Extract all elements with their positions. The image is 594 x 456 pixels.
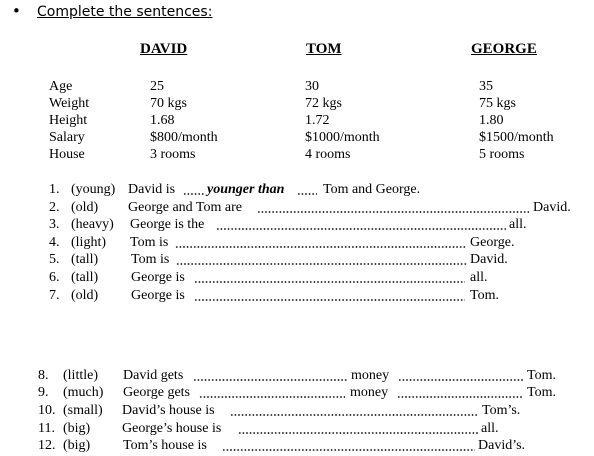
david-age: 25 — [150, 79, 164, 94]
sentence-end: David’s. — [478, 438, 526, 453]
george-column — [479, 78, 554, 163]
sentence-mid: money — [351, 368, 390, 383]
header-tom: TOM — [306, 41, 342, 57]
george-age: 35 — [479, 79, 493, 94]
sentence-hint: (light) — [71, 235, 106, 250]
sentence-hint: (little) — [63, 368, 98, 383]
david-height: 1.68 — [150, 113, 175, 128]
sentence-hint: (old) — [71, 200, 99, 215]
sentence-text: David’s house is — [122, 403, 215, 418]
sentence-number: 3. — [49, 217, 60, 232]
sentence-hint: (young) — [71, 182, 116, 197]
sentence-text: Tom is — [131, 252, 170, 267]
example-answer: younger than — [207, 182, 285, 197]
sentence-number: 7. — [49, 288, 60, 303]
sentence-number: 4. — [49, 235, 60, 250]
sentence-end: David. — [470, 252, 508, 267]
george-house: 5 rooms — [479, 147, 525, 162]
sentence-hint: (much) — [63, 385, 104, 400]
sentence-end: George. — [470, 235, 515, 250]
sentence-end: all. — [470, 270, 488, 285]
david-weight: 70 kgs — [150, 96, 187, 111]
tom-salary: $1000/month — [305, 130, 380, 145]
sentence-hint: (tall) — [71, 270, 99, 285]
answer-blank[interactable] — [193, 379, 347, 381]
sentence-hint: (small) — [63, 403, 103, 418]
sentence-number: 5. — [49, 252, 60, 267]
sentence-text: George is — [131, 288, 185, 303]
sentence-number: 12. — [38, 438, 56, 453]
header-george: GEORGE — [471, 41, 537, 57]
answer-blank[interactable] — [194, 281, 465, 283]
tom-weight: 72 kgs — [305, 96, 342, 111]
answer-blank[interactable] — [216, 228, 506, 230]
answer-blank[interactable] — [222, 449, 475, 451]
tom-height: 1.72 — [305, 113, 330, 128]
attribute-salary: Salary — [49, 130, 85, 145]
tom-column — [305, 78, 380, 163]
answer-blank[interactable] — [257, 211, 530, 213]
answer-blank[interactable] — [230, 414, 478, 416]
sentence-hint: (tall) — [71, 252, 99, 267]
david-column — [150, 78, 218, 163]
sentence-text: George’s house is — [122, 421, 222, 436]
george-weight: 75 kgs — [479, 96, 516, 111]
attribute-height: Height — [49, 113, 88, 128]
sentence-end: all. — [509, 217, 527, 232]
sentence-number: 2. — [49, 200, 60, 215]
sentence-number: 8. — [38, 368, 49, 383]
attribute-house: House — [49, 147, 85, 162]
answer-blank[interactable] — [199, 396, 345, 398]
sentence-end: Tom and George. — [323, 182, 421, 197]
sentence-number: 9. — [38, 385, 49, 400]
sentence-end: all. — [481, 421, 499, 436]
sentence-end: Tom’s. — [482, 403, 521, 418]
sentence-end: Tom. — [527, 385, 556, 400]
answer-blank[interactable] — [175, 246, 467, 248]
tom-age: 30 — [305, 79, 319, 94]
sentence-hint: (heavy) — [71, 217, 114, 232]
attribute-labels — [49, 78, 89, 163]
sentence-hint: (big) — [63, 421, 91, 436]
sentence-text: David gets — [123, 368, 184, 383]
blank-dots — [297, 193, 317, 195]
answer-blank[interactable] — [398, 379, 523, 381]
sentence-text: George is the — [130, 217, 205, 232]
answer-blank[interactable] — [397, 396, 523, 398]
david-house: 3 rooms — [150, 147, 196, 162]
sentence-end: Tom. — [527, 368, 556, 383]
sentence-number: 6. — [49, 270, 60, 285]
sentence-text: Tom is — [130, 235, 169, 250]
sentence-text: George and Tom are — [128, 200, 242, 215]
sentence-text: David is — [128, 182, 176, 197]
sentence-mid: money — [350, 385, 389, 400]
attribute-age: Age — [49, 79, 73, 94]
george-height: 1.80 — [479, 113, 504, 128]
david-salary: $800/month — [150, 130, 218, 145]
tom-house: 4 rooms — [305, 147, 351, 162]
sentence-text: Tom’s house is — [123, 438, 207, 453]
answer-blank[interactable] — [194, 299, 465, 301]
blank-dots — [183, 193, 205, 195]
header-david: DAVID — [140, 41, 188, 57]
sentence-text: George is — [131, 270, 185, 285]
sentence-end: David. — [533, 200, 571, 215]
sentence-end: Tom. — [470, 288, 499, 303]
sentence-number: 1. — [49, 182, 60, 197]
sentence-number: 10. — [38, 403, 56, 418]
instruction-title: Complete the sentences: — [37, 4, 213, 20]
sentence-hint: (big) — [63, 438, 91, 453]
sentence-text: George gets — [123, 385, 190, 400]
george-salary: $1500/month — [479, 130, 554, 145]
attribute-weight: Weight — [49, 96, 90, 111]
sentence-number: 11. — [38, 421, 55, 436]
answer-blank[interactable] — [176, 263, 467, 265]
bullet-marker: • — [12, 2, 21, 20]
answer-blank[interactable] — [238, 432, 478, 434]
sentence-hint: (old) — [71, 288, 99, 303]
